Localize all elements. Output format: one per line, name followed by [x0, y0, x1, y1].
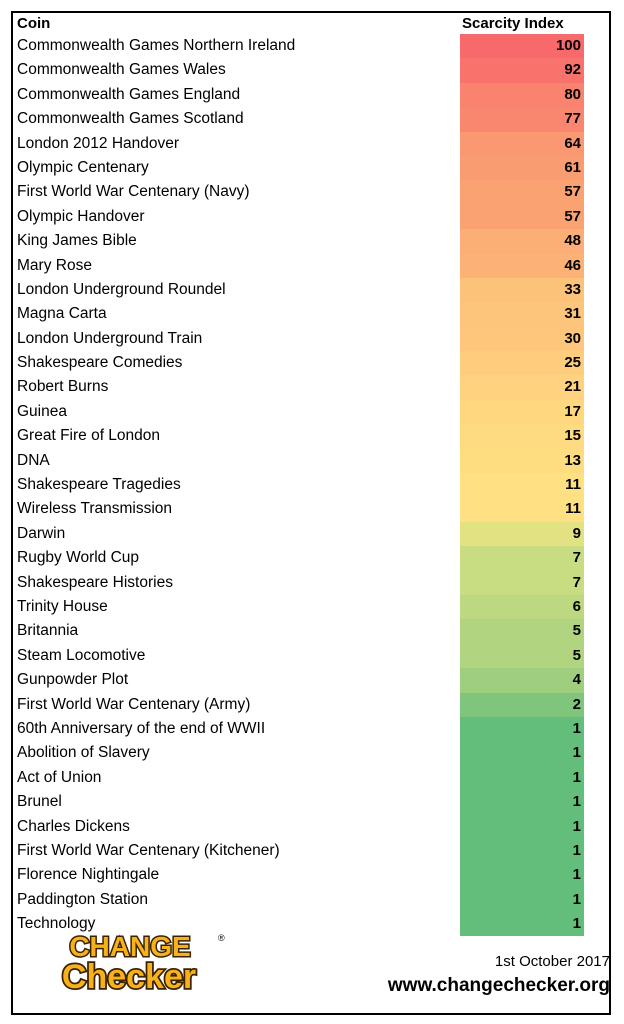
coin-name: Olympic Handover — [17, 207, 145, 225]
coin-name: Charles Dickens — [17, 817, 130, 835]
table-row — [13, 400, 609, 424]
coin-name: First World War Centenary (Kitchener) — [17, 841, 280, 859]
table-row — [13, 595, 609, 619]
scarcity-value: 31 — [460, 302, 584, 326]
table-row — [13, 180, 609, 204]
scarcity-value: 5 — [460, 644, 584, 668]
logo-line1: CHANGE — [69, 931, 191, 962]
table-row — [13, 839, 609, 863]
scarcity-value: 11 — [460, 473, 584, 497]
table-row — [13, 58, 609, 82]
header-coin: Coin — [17, 15, 51, 32]
coin-name: Commonwealth Games Scotland — [17, 110, 244, 128]
scarcity-value: 46 — [460, 254, 584, 278]
coin-name: Paddington Station — [17, 890, 148, 908]
scarcity-value: 1 — [460, 741, 584, 765]
scarcity-value: 7 — [460, 546, 584, 570]
header-scarcity-index: Scarcity Index — [462, 15, 564, 32]
scarcity-value: 92 — [460, 58, 584, 82]
scarcity-value: 1 — [460, 717, 584, 741]
table-row — [13, 815, 609, 839]
footer-url: www.changechecker.org — [387, 975, 610, 996]
coin-name: Magna Carta — [17, 305, 107, 323]
scarcity-value: 100 — [460, 34, 584, 58]
table-row — [13, 863, 609, 887]
table-row — [13, 156, 609, 180]
scarcity-value: 6 — [460, 595, 584, 619]
table-row — [13, 497, 609, 521]
table-row — [13, 278, 609, 302]
table-row — [13, 741, 609, 765]
coin-name: Olympic Centenary — [17, 158, 149, 176]
table-row — [13, 473, 609, 497]
table-row — [13, 327, 609, 351]
table-row — [13, 546, 609, 570]
scarcity-value: 25 — [460, 351, 584, 375]
table-row — [13, 83, 609, 107]
table-row — [13, 107, 609, 131]
coin-name: Wireless Transmission — [17, 500, 173, 518]
table-row — [13, 34, 609, 58]
scarcity-value: 1 — [460, 790, 584, 814]
table-row — [13, 205, 609, 229]
coin-name: Brunel — [17, 793, 62, 811]
coin-name: Darwin — [17, 524, 66, 542]
scarcity-value: 11 — [460, 497, 584, 521]
table-row — [13, 302, 609, 326]
scarcity-value: 30 — [460, 327, 584, 351]
coin-name: London Underground Train — [17, 329, 203, 347]
scarcity-value: 57 — [460, 205, 584, 229]
scarcity-value: 1 — [460, 839, 584, 863]
coin-name: Steam Locomotive — [17, 646, 146, 664]
table-row — [13, 522, 609, 546]
coin-name: Mary Rose — [17, 256, 92, 274]
scarcity-table — [11, 11, 611, 1015]
table-rows — [13, 34, 609, 936]
scarcity-value: 77 — [460, 107, 584, 131]
coin-name: Rugby World Cup — [17, 549, 140, 567]
coin-name: Guinea — [17, 402, 67, 420]
coin-name: Florence Nightingale — [17, 866, 160, 884]
table-row — [13, 132, 609, 156]
coin-name: Shakespeare Histories — [17, 573, 173, 591]
scarcity-value: 21 — [460, 375, 584, 399]
table-row — [13, 449, 609, 473]
table-row — [13, 571, 609, 595]
scarcity-value: 1 — [460, 766, 584, 790]
scarcity-value: 4 — [460, 668, 584, 692]
coin-name: Shakespeare Comedies — [17, 354, 183, 372]
table-row — [13, 254, 609, 278]
scarcity-value: 33 — [460, 278, 584, 302]
scarcity-value: 57 — [460, 180, 584, 204]
coin-name: Commonwealth Games Wales — [17, 61, 226, 79]
scarcity-value: 61 — [460, 156, 584, 180]
change-checker-logo — [22, 928, 237, 994]
coin-name: Britannia — [17, 622, 79, 640]
table-row — [13, 375, 609, 399]
coin-name: Robert Burns — [17, 378, 109, 396]
table-row — [13, 790, 609, 814]
coin-name: Abolition of Slavery — [17, 744, 150, 762]
footer-date: 1st October 2017 — [494, 953, 610, 970]
coin-name: Commonwealth Games Northern Ireland — [17, 37, 296, 54]
table-row — [13, 644, 609, 668]
scarcity-value: 1 — [460, 912, 584, 936]
coin-name: London 2012 Handover — [17, 134, 180, 152]
coin-name: First World War Centenary (Navy) — [17, 183, 250, 201]
table-row — [13, 668, 609, 692]
coin-name: First World War Centenary (Army) — [17, 695, 251, 713]
coin-name: Commonwealth Games England — [17, 85, 241, 103]
table-row — [13, 888, 609, 912]
scarcity-value: 7 — [460, 571, 584, 595]
logo-registered-mark: ® — [218, 933, 225, 943]
coin-name: Great Fire of London — [17, 427, 161, 445]
scarcity-value: 48 — [460, 229, 584, 253]
scarcity-value: 2 — [460, 693, 584, 717]
coin-name: King James Bible — [17, 232, 137, 250]
coin-name: London Underground Roundel — [17, 280, 226, 298]
coin-name: Gunpowder Plot — [17, 671, 129, 689]
scarcity-value: 1 — [460, 863, 584, 887]
table-row — [13, 229, 609, 253]
coin-name: Trinity House — [17, 597, 108, 615]
scarcity-value: 1 — [460, 888, 584, 912]
scarcity-value: 1 — [460, 815, 584, 839]
table-row — [13, 693, 609, 717]
coin-name: Act of Union — [17, 768, 102, 786]
table-row — [13, 424, 609, 448]
coin-name: 60th Anniversary of the end of WWII — [17, 719, 266, 737]
logo-line2: Checker — [61, 958, 197, 994]
scarcity-value: 64 — [460, 132, 584, 156]
scarcity-value: 5 — [460, 619, 584, 643]
scarcity-value: 13 — [460, 449, 584, 473]
table-row — [13, 619, 609, 643]
table-row — [13, 717, 609, 741]
scarcity-value: 15 — [460, 424, 584, 448]
coin-name: Technology — [17, 915, 96, 933]
coin-name: Shakespeare Tragedies — [17, 476, 181, 494]
coin-name: DNA — [17, 451, 50, 469]
scarcity-value: 9 — [460, 522, 584, 546]
scarcity-value: 17 — [460, 400, 584, 424]
table-row — [13, 351, 609, 375]
scarcity-value: 80 — [460, 83, 584, 107]
table-row — [13, 766, 609, 790]
